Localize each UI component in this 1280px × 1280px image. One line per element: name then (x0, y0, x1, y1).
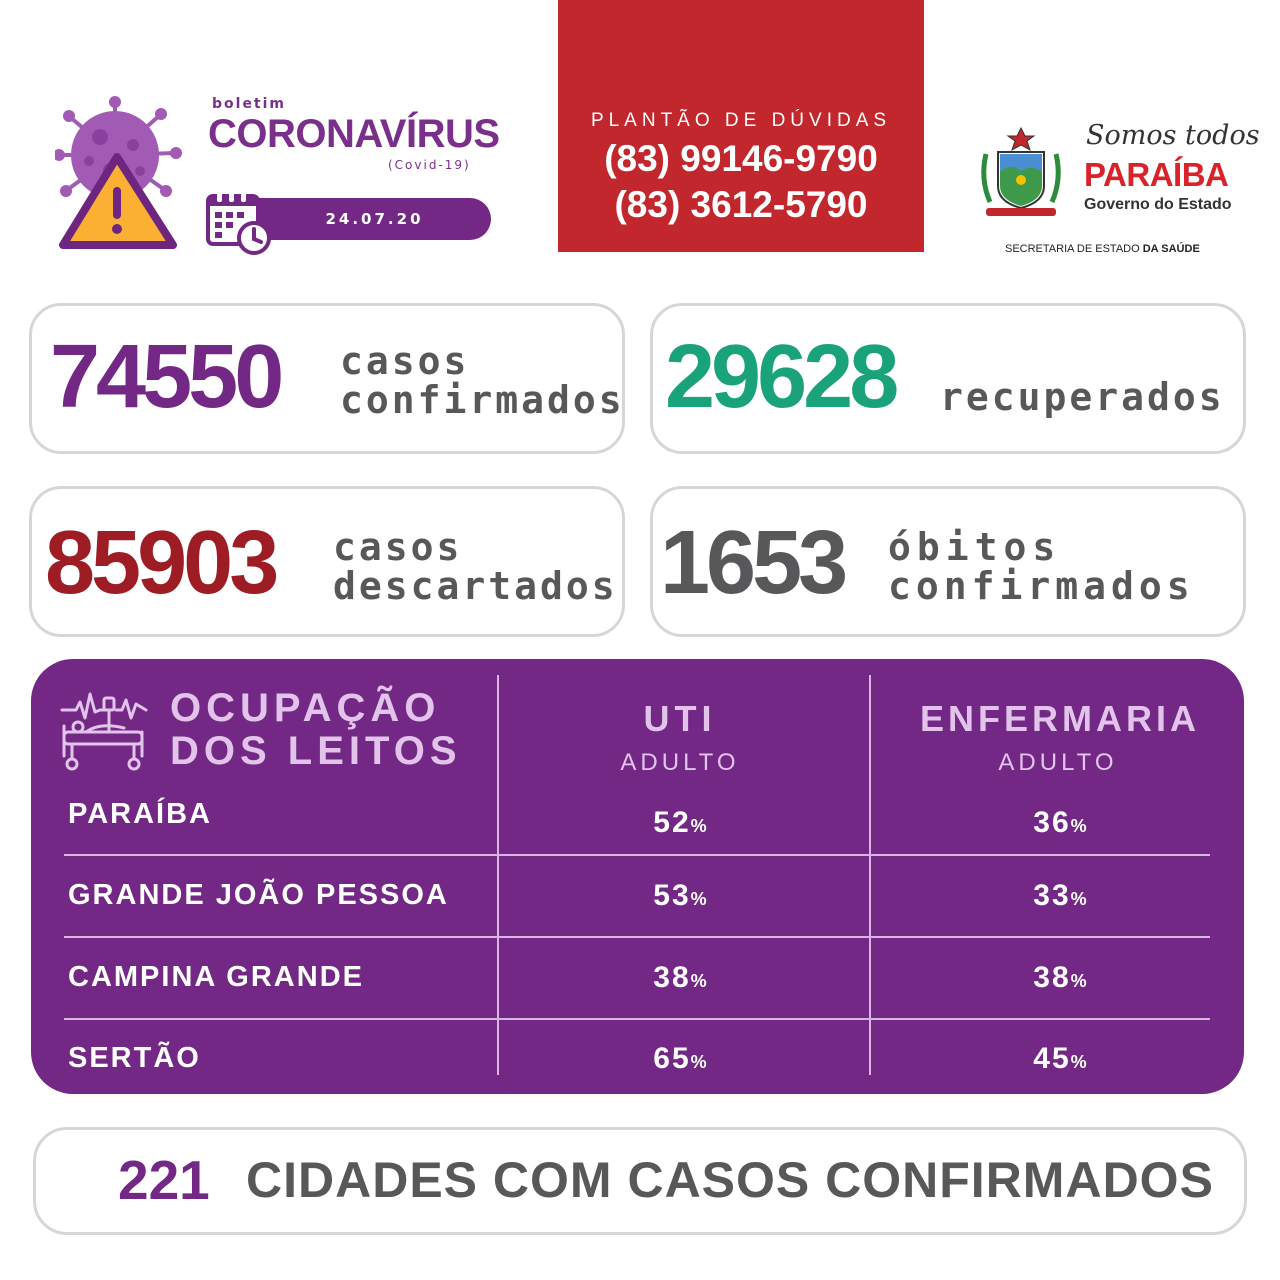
deaths-label-1: óbitos (888, 525, 1062, 569)
coat-of-arms-icon (976, 124, 1066, 224)
uti-occupancy: 53% (653, 879, 707, 912)
row-divider (64, 854, 1210, 856)
deaths-value: 1653 (660, 513, 845, 613)
occupancy-title-2: DOS LEITOS (170, 729, 462, 773)
virus-warning-icon (55, 95, 185, 255)
recovered-value: 29628 (665, 327, 896, 427)
column-divider (497, 675, 499, 1075)
region-name: SERTÃO (68, 1042, 201, 1074)
enfermaria-occupancy: 36% (1033, 806, 1087, 839)
region-name: GRANDE JOÃO PESSOA (68, 879, 449, 911)
cities-label: CIDADES COM CASOS CONFIRMADOS (246, 1152, 1214, 1208)
col-header-enfermaria: ENFERMARIA (920, 698, 1200, 739)
uti-occupancy: 38% (653, 961, 707, 994)
discarded-cases-label-2: descartados (333, 564, 618, 608)
region-name: CAMPINA GRANDE (68, 961, 364, 993)
occupancy-title-1: OCUPAÇÃO (170, 686, 441, 730)
calendar-clock-icon (205, 188, 273, 256)
col-subheader-enfermaria: ADULTO (998, 749, 1118, 776)
bulletin-subtitle: (Covid-19) (388, 158, 471, 172)
hotline-phone-1: (83) 99146-9790 (604, 138, 878, 179)
state-name-logo: PARAÍBA (1084, 156, 1229, 193)
bulletin-title: CORONAVÍRUS (208, 112, 500, 156)
confirmed-cases-label-2: confirmados (340, 378, 625, 422)
uti-occupancy: 52% (653, 806, 707, 839)
health-secretariat-label: SECRETARIA DE ESTADO DA SAÚDE (1005, 243, 1200, 255)
hospital-bed-icon (60, 690, 148, 774)
deaths-label-2: confirmados (888, 564, 1195, 608)
hotline-phone-2: (83) 3612-5790 (614, 184, 868, 225)
hotline-label: PLANTÃO DE DÚVIDAS (590, 110, 892, 131)
enfermaria-occupancy: 33% (1033, 879, 1087, 912)
confirmed-cases-value: 74550 (50, 327, 281, 427)
cities-count: 221 (118, 1149, 210, 1211)
region-name: PARAÍBA (68, 798, 212, 830)
boletim-label: boletim (212, 96, 287, 112)
row-divider (64, 1018, 1210, 1020)
col-header-uti: UTI (643, 698, 717, 739)
enfermaria-occupancy: 45% (1033, 1042, 1087, 1075)
slogan-somos-todos: Somos todos (1086, 120, 1260, 151)
discarded-cases-label-1: casos (333, 525, 463, 569)
enfermaria-occupancy: 38% (1033, 961, 1087, 994)
col-subheader-uti: ADULTO (620, 749, 740, 776)
column-divider (869, 675, 871, 1075)
bulletin-date: 24.07.20 (325, 210, 424, 228)
discarded-cases-value: 85903 (45, 513, 276, 613)
government-label: Governo do Estado (1084, 196, 1232, 213)
uti-occupancy: 65% (653, 1042, 707, 1075)
recovered-label: recuperados (940, 375, 1225, 419)
row-divider (64, 936, 1210, 938)
confirmed-cases-label-1: casos (340, 339, 470, 383)
